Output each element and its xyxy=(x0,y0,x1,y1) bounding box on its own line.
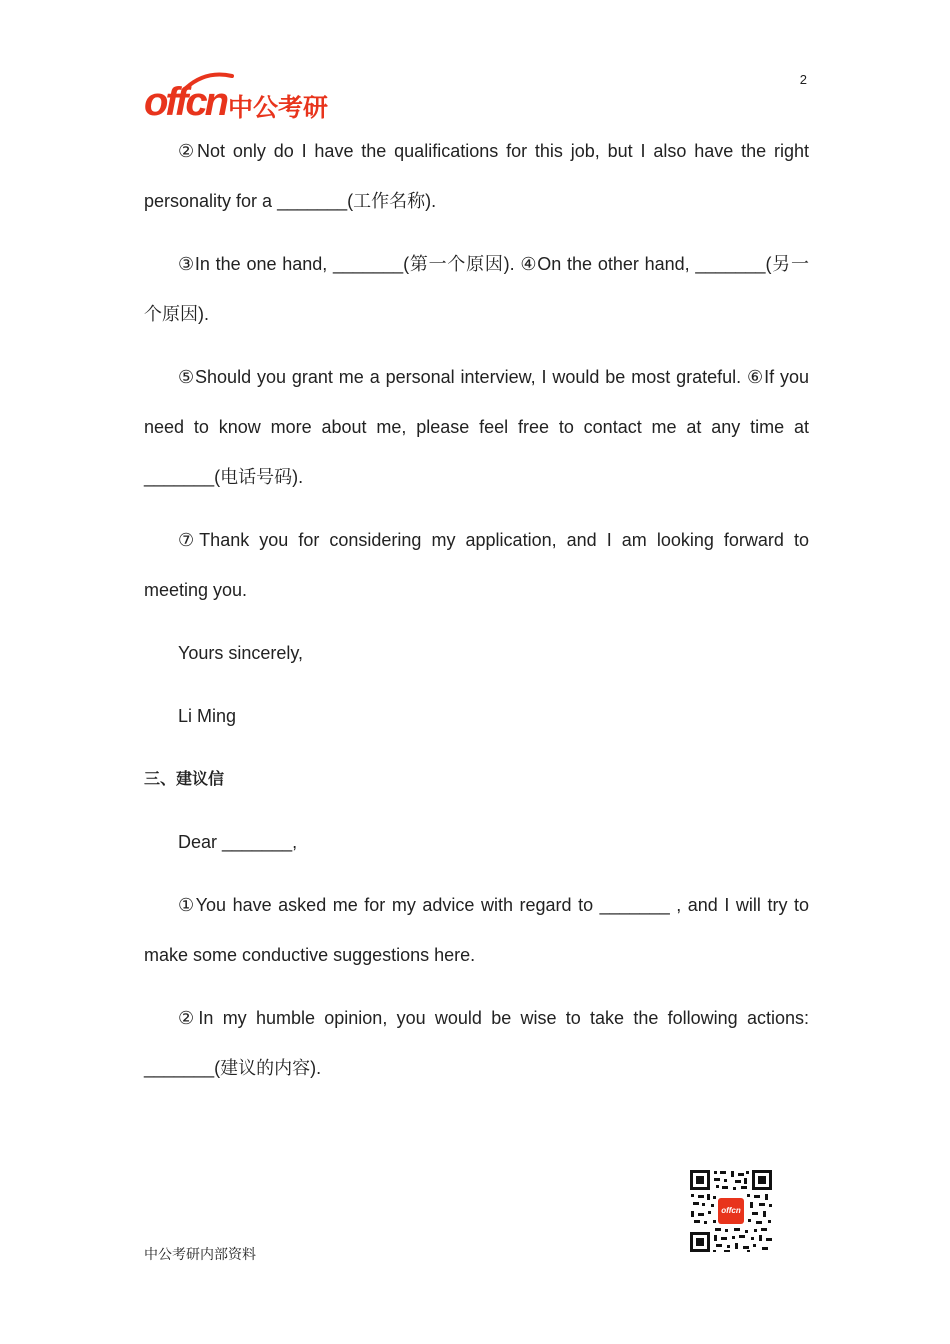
page-number: 2 xyxy=(799,72,807,87)
paragraph-qualifications: ②Not only do I have the qualifications for this job, but I also have the right personality for a _______(工作名称). xyxy=(144,141,809,211)
greeting-line: Dear _______, xyxy=(178,832,298,852)
closing-salutation: Yours sincerely, xyxy=(178,643,304,663)
offcn-logo xyxy=(144,70,328,122)
footer-label: 中公考研内部资料 xyxy=(144,1247,256,1263)
logo-cn-text: 中公考研 xyxy=(228,93,329,122)
paragraph-reasons: ③In the one hand, _______(第一个原因). ④On the other hand, _______(另一个原因). xyxy=(144,254,809,324)
document-body xyxy=(144,126,809,1106)
paragraph-advice-intro: ①You have asked me for my advice with regard to _______ , and I will try to make some conductive suggestions here. xyxy=(144,895,809,965)
paragraph-interview: ⑤Should you grant me a personal interview, I would be most grateful. ⑥If you need to know more about me, please feel free to contact me at any time at _______(电话号码). xyxy=(144,367,809,487)
paragraph-thanks: ⑦Thank you for considering my application, and I am looking forward to meeting you. xyxy=(144,530,809,600)
signature-name: Li Ming xyxy=(178,706,237,726)
qr-center-label: offcn xyxy=(721,1206,741,1215)
logo-swoosh-icon xyxy=(184,72,234,90)
qr-code-icon xyxy=(689,1169,773,1253)
logo-latin-text: offcn xyxy=(144,80,227,124)
section-heading: 三、建议信 xyxy=(144,769,225,788)
paragraph-advice-actions: ②In my humble opinion, you would be wise to take the following actions: _______(建议的内容). xyxy=(144,1008,809,1078)
